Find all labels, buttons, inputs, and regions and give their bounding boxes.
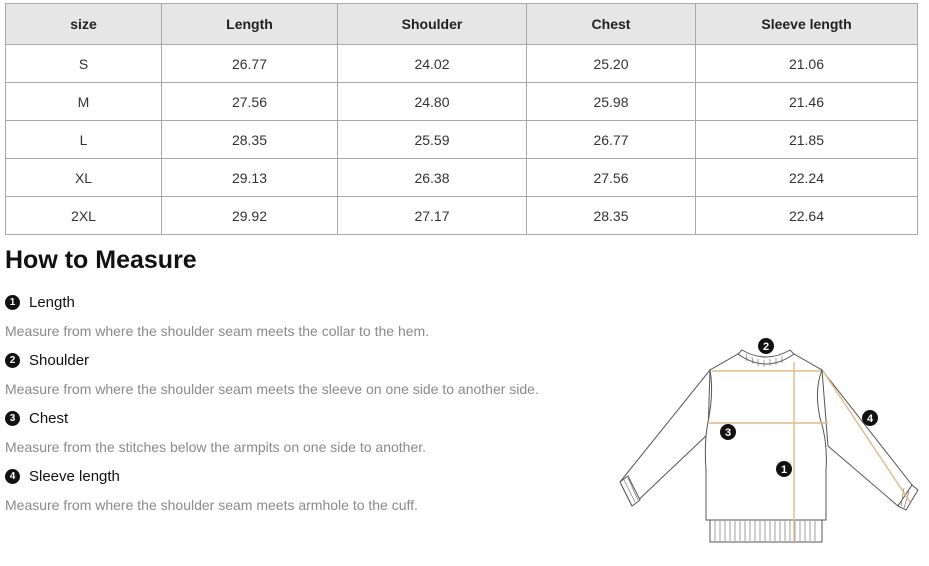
cell-sleeve-length: 22.64 [696,197,918,235]
cell-shoulder: 25.59 [338,121,527,159]
step-label: Shoulder [29,351,90,369]
table-row [6,159,918,197]
step-description: Measure from where the shoulder seam meets the collar to the hem. [5,323,430,339]
table-row [6,121,918,159]
size-table [5,3,918,235]
step-shoulder [5,350,89,370]
step-description: Measure from where the shoulder seam meets the sleeve on one side to another side. [5,381,539,397]
cell-chest: 28.35 [527,197,696,235]
cell-sleeve-length: 22.24 [696,159,918,197]
table-row [6,45,918,83]
cell-sleeve-length: 21.46 [696,83,918,121]
cell-sleeve-length: 21.06 [696,45,918,83]
marker-3: 3 [724,427,732,439]
cell-chest: 26.77 [527,121,696,159]
marker-1: 1 [780,464,788,476]
cell-size: M [6,83,162,121]
cell-length: 28.35 [162,121,338,159]
cell-length: 29.13 [162,159,338,197]
table-row [6,197,918,235]
cell-chest: 25.20 [527,45,696,83]
table-header-row [6,4,918,45]
step-length [5,292,75,312]
marker-4: 4 [866,413,874,425]
cell-size: L [6,121,162,159]
number-2-icon: 2 [5,353,20,368]
cell-shoulder: 24.02 [338,45,527,83]
cell-shoulder: 24.80 [338,83,527,121]
step-description: Measure from where the shoulder seam meets armhole to the cuff. [5,497,418,513]
cell-chest: 27.56 [527,159,696,197]
number-3-icon: 3 [5,411,20,426]
left-sleeve [620,370,710,506]
step-description: Measure from the stitches below the armpits on one side to another. [5,439,427,455]
cell-size: 2XL [6,197,162,235]
marker-2: 2 [762,341,770,353]
number-4-icon: 4 [5,469,20,484]
cell-sleeve-length: 21.85 [696,121,918,159]
header-shoulder: Shoulder [338,4,527,45]
header-sleeve-length: Sleeve length [696,4,918,45]
cell-length: 26.77 [162,45,338,83]
cell-size: S [6,45,162,83]
step-chest [5,408,68,428]
header-chest: Chest [527,4,696,45]
header-length: Length [162,4,338,45]
cell-shoulder: 27.17 [338,197,527,235]
step-label: Chest [29,409,69,427]
cell-length: 29.92 [162,197,338,235]
cell-chest: 25.98 [527,83,696,121]
cell-length: 27.56 [162,83,338,121]
cell-shoulder: 26.38 [338,159,527,197]
number-1-icon: 1 [5,295,20,310]
step-sleeve-length [5,466,120,486]
header-size: size [6,4,162,45]
table-row [6,83,918,121]
cell-size: XL [6,159,162,197]
step-label: Length [29,293,75,311]
sweater-diagram [600,330,920,550]
how-to-measure-title: How to Measure [5,246,197,274]
step-label: Sleeve length [29,467,120,485]
